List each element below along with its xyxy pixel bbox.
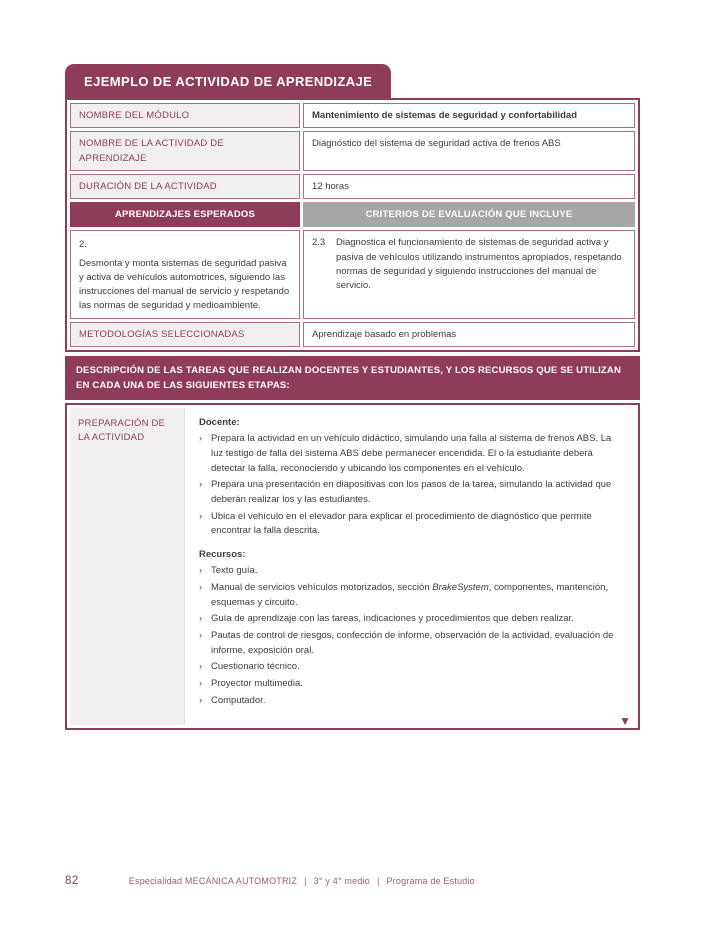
recursos-list [199, 564, 623, 708]
bullet-text: Guía de aprendizaje con las tareas, indicaciones y procedimientos que deben realizar. [211, 613, 574, 625]
continuation-arrow-icon: ▼ [619, 713, 631, 728]
preparation-section [65, 403, 640, 730]
bullet-item [199, 694, 623, 709]
bullet-icon: › [199, 565, 203, 577]
bullet-item [199, 581, 623, 610]
bullet-icon: › [199, 433, 203, 445]
bullet-icon: › [199, 694, 203, 706]
bullet-item [199, 510, 623, 539]
row-value-nombre-actividad: Diagnóstico del sistema de seguridad activa de frenos ABS [303, 131, 635, 171]
row-label-nombre-modulo: NOMBRE DEL MÓDULO [70, 103, 300, 128]
bullet-text: Computador. [211, 694, 266, 706]
aprendizaje-number: 2. [79, 239, 87, 251]
bullet-item [199, 612, 623, 627]
table-row [70, 131, 635, 171]
row-value-nombre-modulo: Mantenimiento de sistemas de seguridad y confortabilidad [303, 103, 635, 128]
bullet-icon: › [199, 510, 203, 522]
bullet-item [199, 564, 623, 579]
page-number: 82 [65, 875, 79, 887]
document-page [65, 64, 640, 730]
description-banner: DESCRIPCIÓN DE LAS TAREAS QUE REALIZAN DOCENTES Y ESTUDIANTES, Y LOS RECURSOS QUE SE UTILIZAN EN CADA UNA DE LAS SIGUIENTES ETAPAS: [65, 356, 640, 400]
bullet-item [199, 432, 623, 476]
header-criterios-evaluacion: CRITERIOS DE EVALUACIÓN QUE INCLUYE [303, 202, 635, 227]
row-label-metodologias: METODOLOGÍAS SELECCIONADAS [70, 322, 300, 347]
bullet-icon: › [199, 581, 203, 593]
bullet-text: Pautas de control de riesgos, confección de informe, observación de la actividad, evaluación de informe, exposición oral. [211, 630, 614, 656]
preparation-label: PREPARACIÓN DE LA ACTIVIDAD [70, 408, 185, 725]
row-value-metodologias: Aprendizaje basado en problemas [303, 322, 635, 347]
page-title: EJEMPLO DE ACTIVIDAD DE APRENDIZAJE [65, 64, 391, 98]
activity-info-table [65, 98, 640, 352]
page-footer [65, 875, 475, 887]
docente-list [199, 432, 623, 539]
header-aprendizajes-esperados: APRENDIZAJES ESPERADOS [70, 202, 300, 227]
bullet-text: Prepara la actividad en un vehículo didáctico, simulando una falla al sistema de frenos ABS. La luz testigo de falla del sistema ABS debe permanecer encendida. El o la estudiante deberá detectar la falla, reconociendo y ubicando los componentes en el vehículo. [211, 433, 612, 474]
bullet-item [199, 478, 623, 507]
bullet-icon: › [199, 479, 203, 491]
footer-text [129, 876, 475, 886]
footer-separator: | [376, 876, 380, 886]
table-row [70, 230, 635, 318]
preparation-content [185, 408, 635, 728]
bullet-item [199, 677, 623, 692]
bullet-text: Ubica el vehículo en el elevador para explicar el procedimiento de diagnóstico que permite encontrar la falla descrita. [211, 510, 592, 537]
row-value-duracion: 12 horas [303, 174, 635, 199]
bullet-text: Proyector multimedia. [211, 678, 303, 690]
criterio-evaluacion-cell [303, 230, 635, 318]
footer-grade: 3° y 4° medio [313, 876, 370, 886]
bullet-text: Cuestionario técnico. [211, 661, 300, 673]
bullet-icon: › [199, 630, 203, 642]
criterio-text: Diagnostica el funcionamiento de sistemas de seguridad activa y pasiva de vehículos utilizando instrumentos apropiados, respetando normas de seguridad y siguiendo instrucciones del manual de servicio. [336, 237, 622, 291]
bullet-item [199, 660, 623, 675]
recursos-heading: Recursos: [199, 549, 246, 561]
bullet-icon: › [199, 613, 203, 625]
criterio-number: 2.3 [312, 237, 326, 249]
table-row [70, 103, 635, 128]
bullet-text: Texto guía. [211, 565, 258, 577]
docente-heading: Docente: [199, 417, 240, 429]
footer-separator: | [304, 876, 307, 886]
bullet-icon: › [199, 678, 203, 690]
footer-program: Programa de Estudio [386, 876, 475, 886]
bullet-item [199, 629, 623, 658]
bullet-text: Prepara una presentación en diapositivas con los pasos de la tarea, simulando la actividad que deberán realizar los y las estudiantes. [211, 479, 612, 505]
bullet-icon: › [199, 661, 203, 673]
bullet-text: Manual de servicios vehículos motorizados, sección BrakeSystem, componentes, mantención, esquemas y circuito. [211, 581, 609, 608]
table-header-row [70, 202, 635, 227]
table-row [70, 174, 635, 199]
aprendizaje-esperado-cell [70, 230, 300, 318]
row-label-nombre-actividad: NOMBRE DE LA ACTIVIDAD DE APRENDIZAJE [70, 131, 300, 171]
aprendizaje-text: Desmonta y monta sistemas de seguridad pasiva y activa de vehículos automotrices, siguiendo las instrucciones del manual de servicio y respetando las normas de seguridad y medioambiente. [79, 257, 290, 312]
table-row [70, 322, 635, 347]
footer-specialty: Especialidad MECÁNICA AUTOMOTRIZ [128, 876, 298, 886]
row-label-duracion: DURACIÓN DE LA ACTIVIDAD [70, 174, 300, 199]
